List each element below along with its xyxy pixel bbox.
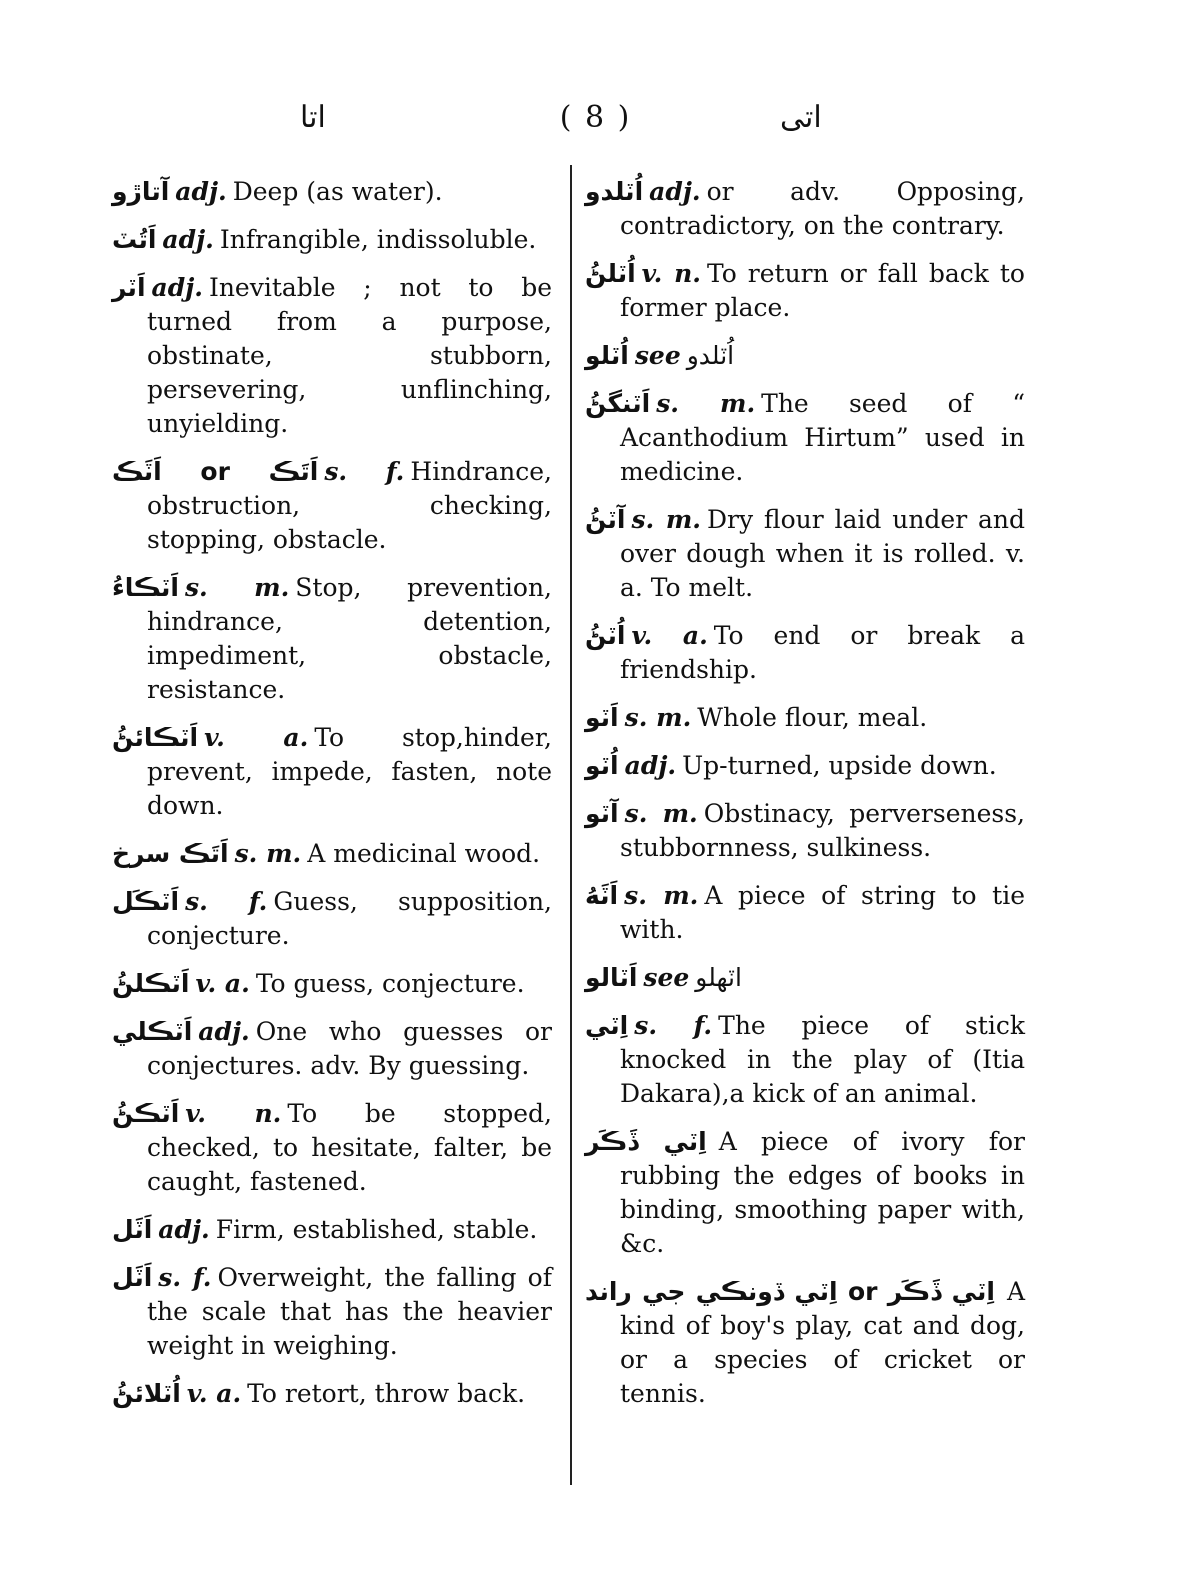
dictionary-entry — [112, 885, 552, 953]
entry-headword: اُٽلڻُ — [585, 259, 636, 288]
entry-headword: اِٽي — [585, 1011, 629, 1040]
entry-grammar: adj. — [158, 1215, 210, 1244]
entry-definition: Stop, prevention, hindrance, detention, impediment, obstacle, resistance. — [147, 573, 553, 704]
dictionary-entry — [585, 619, 1025, 687]
right-column — [585, 175, 1025, 1425]
entry-grammar: adj. — [175, 177, 227, 206]
entry-definition: اُٽلدو — [686, 341, 735, 370]
entry-definition: To end or break a friendship. — [620, 621, 1025, 684]
entry-headword: اَٽنگڻُ — [585, 389, 651, 418]
entry-headword: اَٽَل — [112, 1263, 153, 1292]
dictionary-entry — [585, 175, 1025, 243]
entry-headword: اَٽَهُ — [585, 881, 619, 910]
entry-headword: اَٽَل — [112, 1215, 153, 1244]
entry-grammar: v. n. — [641, 259, 702, 288]
page-header — [0, 100, 1191, 150]
entry-definition: To be stopped, checked, to hesitate, falter, be caught, fastened. — [147, 1099, 552, 1196]
entry-headword: اُٽلدو — [585, 177, 644, 206]
entry-grammar: s. m. — [184, 573, 290, 602]
entry-definition: To retort, throw back. — [247, 1379, 526, 1408]
entry-headword: اَٽڪڻُ — [112, 1099, 180, 1128]
entry-grammar: adj. — [198, 1017, 250, 1046]
entry-headword: اَٽڪلي — [112, 1017, 193, 1046]
entry-headword: اِٽي ڏَڪَر or اِٽي ڏونڪي جي راند — [585, 1277, 995, 1306]
column-divider — [570, 165, 572, 1485]
dictionary-entry — [112, 837, 552, 871]
dictionary-entry — [585, 1009, 1025, 1111]
entry-grammar: adj. — [162, 225, 214, 254]
dictionary-entry — [112, 1377, 552, 1411]
dictionary-entry — [585, 879, 1025, 947]
dictionary-entry — [585, 257, 1025, 325]
entry-headword: اَتَڪ or اَٽَڪ — [112, 457, 319, 486]
entry-definition: Inevitable ; not to be turned from a purpose, obstinate, stubborn, persevering, unflinching, unyielding. — [147, 273, 552, 438]
entry-grammar: s. f. — [324, 457, 405, 486]
entry-definition: To stop,hinder, prevent, impede, fasten, note down. — [147, 723, 552, 820]
dictionary-entry — [585, 701, 1025, 735]
dictionary-entry — [112, 455, 552, 557]
entry-grammar: adj. — [649, 177, 701, 206]
entry-headword: آٽڻُ — [585, 505, 626, 534]
entry-definition: The piece of stick knocked in the play of (Itia Dakara),a kick of an animal. — [620, 1011, 1025, 1108]
entry-headword: اَٽو — [585, 703, 619, 732]
entry-definition: To return or fall back to former place. — [620, 259, 1025, 322]
entry-grammar: s. f. — [185, 887, 268, 916]
entry-headword: آتاڙو — [112, 177, 170, 206]
entry-definition: Up-turned, upside down. — [682, 751, 997, 780]
dictionary-entry — [585, 339, 1025, 373]
entry-grammar: s. f. — [634, 1011, 713, 1040]
entry-headword: اَٽڪلڻُ — [112, 969, 190, 998]
entry-headword: اُٽو — [585, 751, 619, 780]
entry-grammar: s. m. — [631, 505, 701, 534]
entry-definition: A medicinal wood. — [307, 839, 541, 868]
entry-definition: A piece of string to tie with. — [620, 881, 1026, 944]
dictionary-entry — [112, 1261, 552, 1363]
entry-definition: A kind of boy's play, cat and dog, or a species of cricket or tennis. — [620, 1277, 1025, 1408]
dictionary-entry — [112, 571, 552, 707]
dictionary-entry — [112, 1097, 552, 1199]
entry-definition: or adv. Opposing, contradictory, on the contrary. — [620, 177, 1025, 240]
entry-headword: اُٽلائڻُ — [112, 1379, 181, 1408]
entry-grammar: see — [634, 341, 681, 370]
entry-grammar: s. m. — [624, 703, 692, 732]
entry-headword: آٽو — [585, 799, 619, 828]
entry-headword: اُٽڻُ — [585, 621, 626, 650]
entry-headword: اُٽلو — [585, 341, 629, 370]
entry-headword: اِٽي ڏَڪَر — [585, 1127, 707, 1156]
entry-definition: Guess, supposition, conjecture. — [147, 887, 552, 950]
header-left-catchword: اتا — [300, 100, 326, 135]
entry-grammar: see — [643, 963, 690, 992]
entry-definition: Dry flour laid under and over dough when it is rolled. v. a. To melt. — [620, 505, 1026, 602]
dictionary-entry — [585, 1275, 1025, 1411]
entry-headword: اَتُٽ — [112, 225, 157, 254]
entry-headword: اَٽڪاءُ — [112, 573, 179, 602]
entry-definition: To guess, conjecture. — [255, 969, 525, 998]
entry-headword: اَٽڪَل — [112, 887, 180, 916]
dictionary-entry — [585, 387, 1025, 489]
entry-definition: One who guesses or conjectures. adv. By guessing. — [147, 1017, 552, 1080]
entry-grammar: v. a. — [195, 969, 250, 998]
header-right-catchword: اتی — [780, 100, 822, 135]
dictionary-entry — [112, 271, 552, 441]
dictionary-entry — [585, 1125, 1025, 1261]
dictionary-entry — [112, 721, 552, 823]
entry-headword: اَٽڪائڻُ — [112, 723, 199, 752]
entry-grammar: s. m. — [624, 799, 698, 828]
left-column — [112, 175, 552, 1425]
entry-definition: Overweight, the falling of the scale that has the heavier weight in weighing. — [147, 1263, 552, 1360]
entry-grammar: s. m. — [624, 881, 699, 910]
entry-definition: Infrangible, indissoluble. — [219, 225, 537, 254]
entry-headword: اَتَڪ سرخ — [112, 839, 229, 868]
entry-headword: اَٽر — [112, 273, 146, 302]
dictionary-entry — [112, 967, 552, 1001]
entry-grammar: v. a. — [204, 723, 309, 752]
page-number: ( 8 ) — [559, 100, 632, 135]
entry-definition: Obstinacy, perverseness, stubbornness, sulkiness. — [620, 799, 1025, 862]
dictionary-entry — [585, 961, 1025, 995]
entry-definition: Hindrance, obstruction, checking, stopping, obstacle. — [147, 457, 552, 554]
entry-grammar: v. n. — [185, 1099, 282, 1128]
dictionary-entry — [112, 175, 552, 209]
entry-grammar: v. a. — [186, 1379, 242, 1408]
dictionary-entry — [112, 1015, 552, 1083]
dictionary-entry — [112, 1213, 552, 1247]
entry-grammar: v. a. — [631, 621, 708, 650]
dictionary-entry — [585, 749, 1025, 783]
entry-definition: اٽهلو — [695, 963, 742, 992]
entry-grammar: s. f. — [158, 1263, 212, 1292]
entry-definition: Whole flour, meal. — [697, 703, 928, 732]
entry-definition: Firm, established, stable. — [215, 1215, 538, 1244]
dictionary-entry — [585, 503, 1025, 605]
dictionary-entry — [585, 797, 1025, 865]
entry-grammar: s. m. — [656, 389, 756, 418]
entry-definition: The seed of “ Acanthodium Hirtum” used in medicine. — [620, 389, 1026, 486]
entry-definition: A piece of ivory for rubbing the edges of books in binding, smoothing paper with, &c. — [620, 1127, 1025, 1258]
entry-grammar: adj. — [624, 751, 677, 780]
dictionary-entry — [112, 223, 552, 257]
entry-headword: اَٽالو — [585, 963, 638, 992]
entry-grammar: s. m. — [234, 839, 302, 868]
entry-definition: Deep (as water). — [232, 177, 443, 206]
entry-grammar: adj. — [151, 273, 203, 302]
